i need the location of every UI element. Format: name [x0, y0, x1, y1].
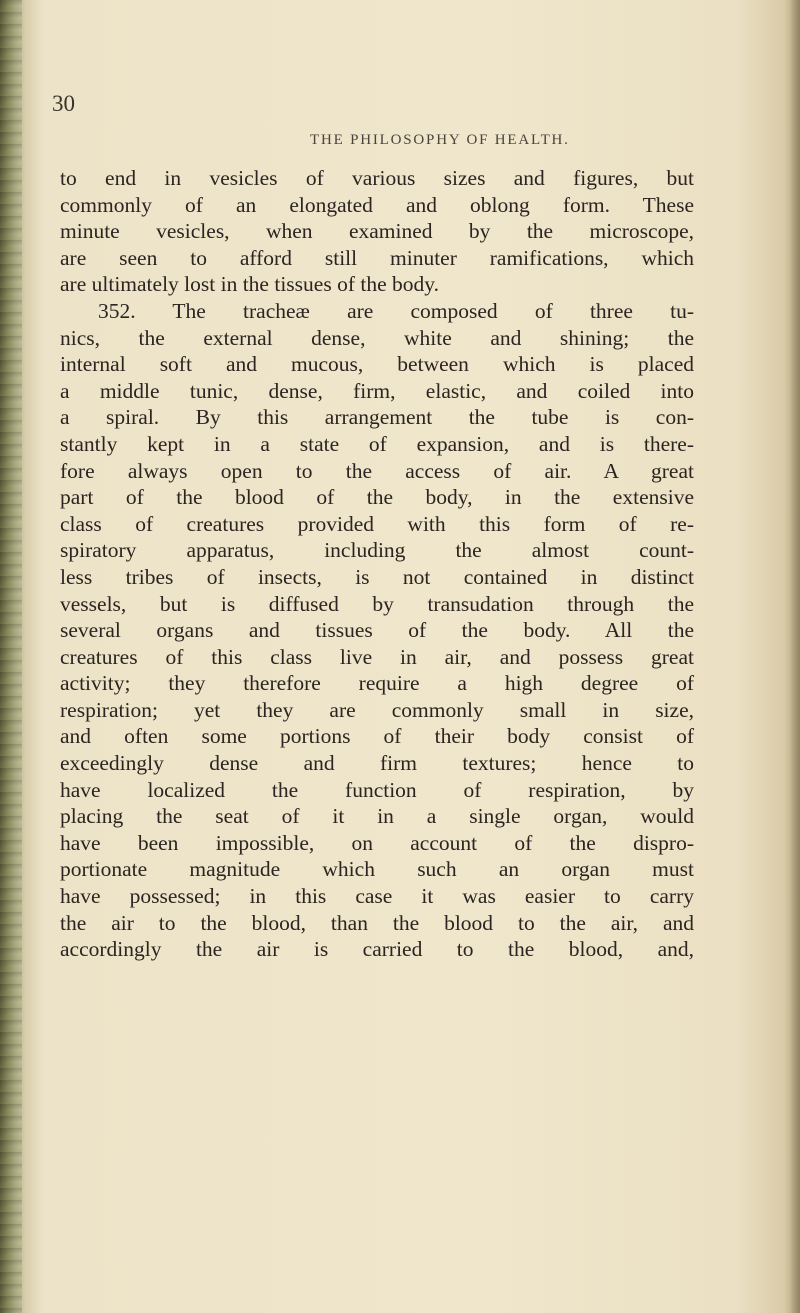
text-line: part of the blood of the body, in the extensive	[60, 485, 694, 510]
text-line: vessels, but is diffused by transudation through the	[60, 591, 694, 616]
text-line: a spiral. By this arrangement the tube is con-	[60, 405, 694, 430]
text-line: minute vesicles, when examined by the microscope,	[60, 219, 694, 244]
text-line: accordingly the air is carried to the blood, and,	[60, 937, 694, 962]
page-binding-edge	[0, 0, 22, 1313]
page-right-edge	[790, 0, 800, 1313]
text-line: commonly of an elongated and oblong form. These	[60, 192, 694, 217]
paragraph-352-start: 352. The tracheæ are composed of three tu-	[98, 298, 694, 323]
text-line: the air to the blood, than the blood to the air, and	[60, 910, 694, 935]
text-line: nics, the external dense, white and shining; the	[60, 325, 694, 350]
text-line: activity; they therefore require a high degree of	[60, 671, 694, 696]
text-line: placing the seat of it in a single organ, would	[60, 804, 694, 829]
text-line: creatures of this class live in air, and possess great	[60, 644, 694, 669]
text-line: have been impossible, on account of the dispro-	[60, 830, 694, 855]
text-line: portionate magnitude which such an organ must	[60, 857, 694, 882]
text-line: internal soft and mucous, between which is placed	[60, 352, 694, 377]
text-line: and often some portions of their body consist of	[60, 724, 694, 749]
text-line: fore always open to the access of air. A great	[60, 458, 694, 483]
text-line: stantly kept in a state of expansion, and is there-	[60, 431, 694, 456]
text-line: several organs and tissues of the body. All the	[60, 618, 694, 643]
text-line: class of creatures provided with this form of re-	[60, 511, 694, 536]
body-text	[60, 165, 760, 963]
text-line: respiration; yet they are commonly small in size,	[60, 697, 694, 722]
page-number: 30	[52, 91, 75, 116]
text-line: have possessed; in this case it was easier to carry	[60, 884, 694, 909]
text-line: less tribes of insects, is not contained in distinct	[60, 564, 694, 589]
text-line: have localized the function of respiration, by	[60, 777, 694, 802]
text-line: are seen to afford still minuter ramifications, which	[60, 245, 694, 270]
text-line: are ultimately lost in the tissues of the body.	[60, 272, 439, 297]
text-line: a middle tunic, dense, firm, elastic, and coiled into	[60, 378, 694, 403]
text-line: spiratory apparatus, including the almost count-	[60, 538, 694, 563]
text-line: to end in vesicles of various sizes and figures, but	[60, 166, 694, 190]
text-line: exceedingly dense and firm textures; hence to	[60, 751, 694, 776]
running-head: THE PHILOSOPHY OF HEALTH.	[310, 132, 570, 148]
